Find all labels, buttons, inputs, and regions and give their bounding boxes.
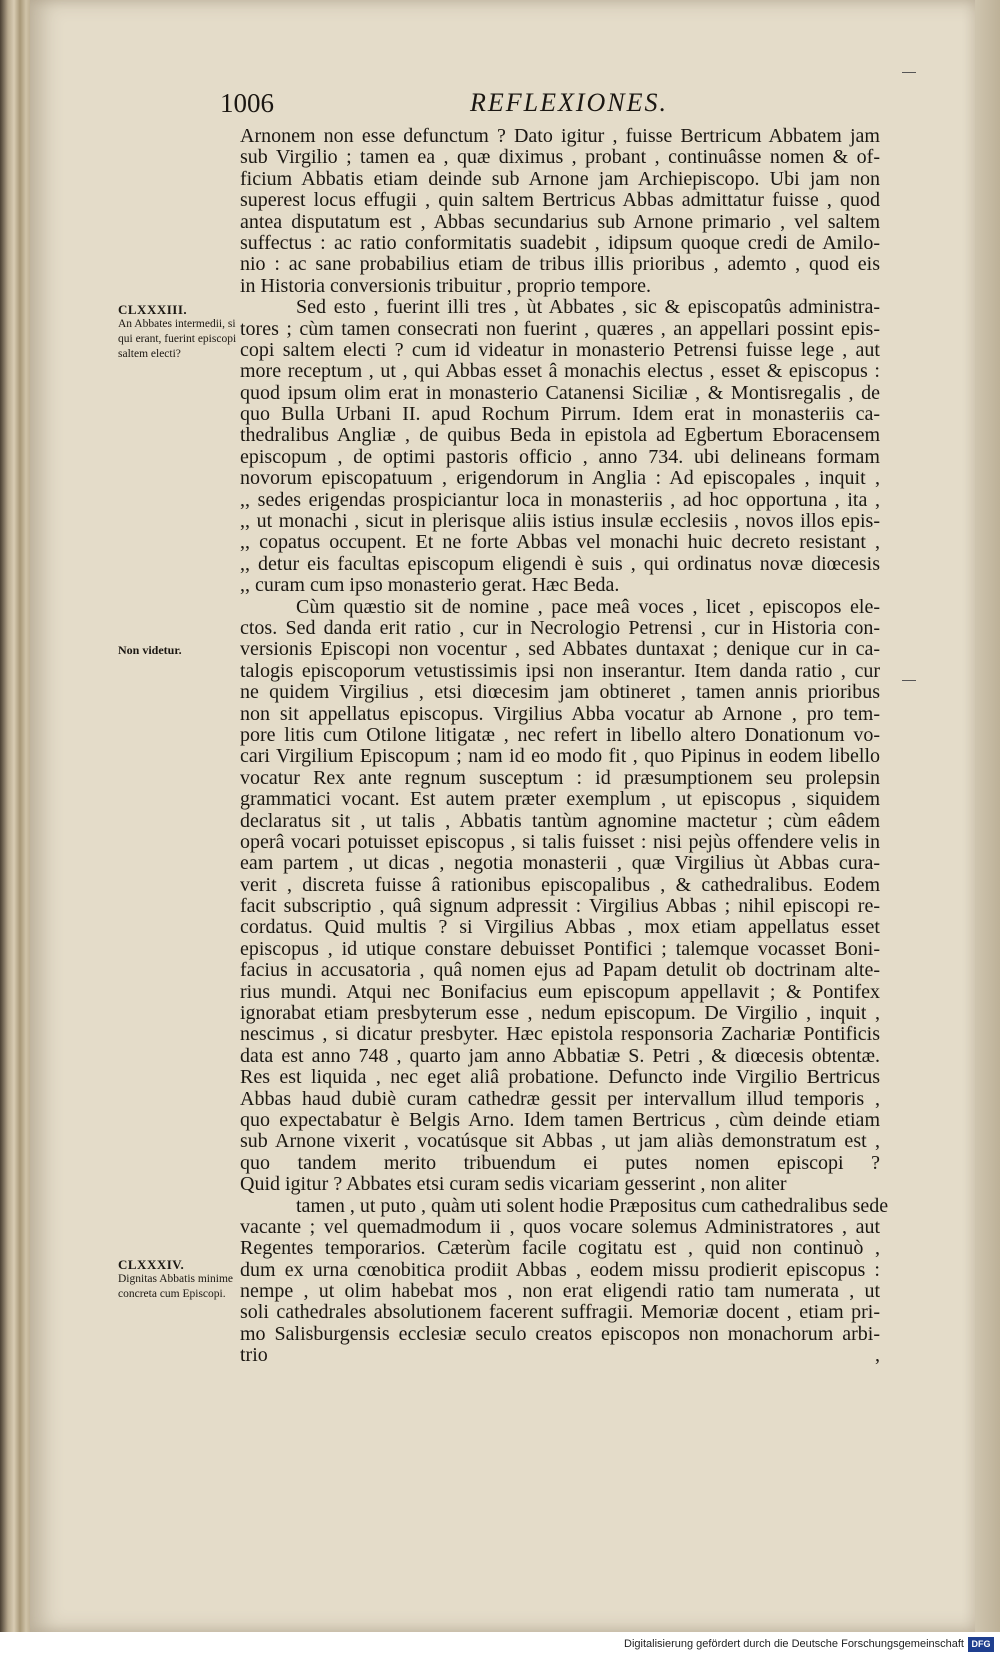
text-line: episcopum , de optimi pastoris officio , anno 734. ubi delineans formam bbox=[240, 445, 880, 468]
text-line: Res est liquida , nec eget aliâ probatione. Defuncto inde Virgilio Bertricus bbox=[240, 1066, 880, 1089]
text-line: facit subscriptio , quâ signum adpressit : Virgilius Abbas ; nihil episcopi re- bbox=[240, 895, 880, 918]
margin-note-text: Non videtur. bbox=[118, 643, 182, 657]
text-line: quo expectabatur è Belgis Arno. Idem tamen Bertricus , cùm deinde etiam bbox=[240, 1108, 880, 1131]
book-page-edges bbox=[0, 0, 30, 1657]
text-line: Sed esto , fuerint illi tres , ùt Abbates , sic & episcopatûs administra- bbox=[296, 296, 880, 319]
text-line: superest locus effugii , quin saltem Bertricus Abbas admittatur fuisse , quod bbox=[240, 189, 880, 212]
text-line: pore litis cum Otilone litigatæ , nec refert in libello altero Donationum vo- bbox=[240, 723, 880, 746]
text-line: suffectus : ac ratio conformitatis suadebit , idipsum quoque credi de Amilo- bbox=[240, 231, 880, 254]
text-line: vocatur Rex ante regnum susceptum : id præsumptionem seu prolepsin bbox=[240, 766, 880, 789]
page-mark bbox=[902, 680, 916, 681]
text-line: eam partem , ut dicas , negotia monasterii , quæ Virgilius ùt Abbas cura- bbox=[240, 852, 880, 875]
text-line: declaratus sit , ut talis , Abbatis tantùm agnomine mactetur ; cùm eâdem bbox=[240, 809, 880, 832]
text-line: ignorabat etiam presbyterum esse , nedum episcopum. De Virgilio , inquit , bbox=[240, 1002, 880, 1025]
margin-note-non-videtur bbox=[118, 643, 238, 659]
text-line: episcopus , id utique constare debuisset Pontifici ; talemque vocasset Boni- bbox=[240, 937, 880, 960]
text-line: Cùm quæstio sit de nomine , pace meâ voces , licet , episcopos ele- bbox=[296, 595, 880, 618]
text-line: antea disputatum est , Abbas secundarius sub Arnone primario , vel saltem bbox=[240, 210, 880, 233]
text-line: ,, sedes erigendas prospiciantur loca in monasteriis , ad hoc opportuna , ita , bbox=[240, 488, 880, 511]
text-line: nio : ac sane probabilius etiam de tribus illis prioribus , ademto , quod eis bbox=[240, 253, 880, 276]
text-line: cordatus. Quid multis ? si Virgilius Abbas , mox etiam appellatus esset bbox=[240, 916, 880, 939]
page-mark bbox=[902, 72, 916, 73]
catchword bbox=[240, 1367, 880, 1388]
text-line: ctos. Sed danda erit ratio , cur in Necrologio Petrensi , cur in Historia con- bbox=[240, 616, 880, 639]
text-line: ,, detur eis facultas episcopum eligendi è suis , qui ordinatus novæ diœcesis bbox=[240, 552, 880, 575]
text-line: ,, copatus occupent. Et ne forte Abbas vel monachi huic decreto resistant , bbox=[240, 531, 880, 554]
text-line: thedralibus Angliæ , de quibus Beda in epistola ad Egbertum Eboracensem bbox=[240, 424, 880, 447]
body-text bbox=[240, 125, 889, 1388]
book-page bbox=[30, 0, 975, 1632]
text-line: quo tandem merito tribuendum ei putes nomen episcopi ? bbox=[240, 1151, 880, 1174]
text-line: cari Virgilium Episcopum ; nam id eo modo fit , quo Pipinus in eodem libello bbox=[240, 745, 880, 768]
text-line: facius in accusatoria , quâ nomen ejus ad Papam detulit ob doctrinam alte- bbox=[240, 959, 880, 982]
text-line: tamen , ut puto , quàm uti solent hodie Præpositus cum cathedralibus sede bbox=[296, 1194, 889, 1217]
scan-margin bbox=[975, 0, 1000, 1632]
text-line: quod ipsum olim erat in monasterio Catanensi Siciliæ , & Montisregalis , de bbox=[240, 381, 880, 404]
text-line: ,, curam cum ipso monasterio gerat. Hæc Beda. bbox=[240, 574, 620, 597]
text-line: ,, ut monachi , sicut in plerisque aliis istius insulæ ecclesiis , novos illos epis- bbox=[240, 510, 880, 533]
text-line: copi saltem electi ? cum id videatur in monasterio Petrensi fuisse lege , aut bbox=[240, 338, 880, 361]
text-line: non sit appellatus episcopus. Virgilius Abba vocatur ab Arnone , pro tem- bbox=[240, 702, 880, 725]
text-line: Abbas haud dubiè curam cathedræ gessit per intervallum illud temporis , bbox=[240, 1087, 880, 1110]
text-line: verit , discreta fuisse â rationibus episcopalibus , & cathedralibus. Eodem bbox=[240, 873, 880, 896]
section-number: CLXXXIII. bbox=[118, 302, 188, 317]
text-line: mo Salisburgensis ecclesiæ seculo creatos episcopos non monachorum arbi- bbox=[240, 1322, 880, 1345]
digitization-footer bbox=[0, 1632, 1000, 1657]
text-line: rius mundi. Atqui nec Bonifacius eum episcopum appellavit ; & Pontifex bbox=[240, 980, 880, 1003]
text-line: Regentes temporarios. Cæterùm facile cogitatu est , quid non continuò , bbox=[240, 1237, 880, 1260]
text-line: operâ vocari potuisset episcopus , si talis fuisset : nisi pejùs offendere velis in bbox=[240, 830, 880, 853]
text-line: ne quidem Virgilius , etsi diœcesim jam obtineret , tamen annis prioribus bbox=[240, 681, 880, 704]
margin-note-text: Dignitas Abbatis minime concreta cum Episcopi. bbox=[118, 1273, 233, 1300]
dfg-logo-icon: DFG bbox=[968, 1637, 994, 1652]
text-line: nempe , ut olim habebat mos , non erat eligendi ratio tam numerata , ut bbox=[240, 1280, 880, 1303]
text-line: dum ex urna cœnobitica prodiit Abbas , eodem missu prodierit episcopus : bbox=[240, 1258, 880, 1281]
text-line: vacante ; vel quemadmodum ii , quos vocare solemus Administratores , aut bbox=[240, 1215, 880, 1238]
text-line: tores ; cùm tamen consecrati non fuerint , quæres , an appellari possint epis- bbox=[240, 317, 880, 340]
text-line: more receptum , ut , qui Abbas esset â monachis electus , esset & episcopus : bbox=[240, 360, 880, 383]
page-number: 1006 bbox=[220, 88, 274, 118]
text-line: sub Arnone vixerit , vocatúsque sit Abbas , ut jam aliàs demonstratum est , bbox=[240, 1130, 880, 1153]
text-line: soli cathedrales absolutionem facerent suffragii. Memoriæ docent , etiam pri- bbox=[240, 1301, 880, 1324]
text-line: in Historia conversionis tribuitur , proprio tempore. bbox=[240, 274, 652, 297]
margin-note-clxxxiii bbox=[118, 302, 238, 362]
text-line: trio , bbox=[240, 1344, 880, 1367]
text-line: nescimus , si dicatur presbyter. Hæc epistola responsoria Zachariæ Pontificis bbox=[240, 1023, 880, 1046]
text-line: data est anno 748 , quarto jam anno Abbatiæ S. Petri , & diœcesis obtentæ. bbox=[240, 1044, 880, 1067]
text-line: Quid igitur ? Abbates etsi curam sedis vicariam gesserint , non aliter bbox=[240, 1173, 787, 1196]
text-line: versionis Episcopi non vocentur , sed Abbates duntaxat ; denique cur in ca- bbox=[240, 638, 880, 661]
margin-note-clxxxiv bbox=[118, 1257, 238, 1302]
page-header bbox=[30, 88, 975, 122]
text-line: sub Virgilio ; tamen ea , quæ diximus , probant , continuâsse nomen & of- bbox=[240, 146, 880, 169]
text-line: Arnonem non esse defunctum ? Dato igitur , fuisse Bertricum Abbatem jam bbox=[240, 125, 880, 147]
funding-notice: Digitalisierung gefördert durch die Deutsche Forschungsgemeinschaft bbox=[624, 1638, 964, 1650]
text-line: novorum episcopatuum , erigendorum in Anglia : Ad episcopales , inquit , bbox=[240, 467, 880, 490]
text-line: talogis episcoporum vetustissimis ipsi non inserantur. Item danda ratio , cur bbox=[240, 659, 880, 682]
running-title: REFLEXIONES. bbox=[470, 88, 669, 117]
text-line: ficium Abbatis etiam deinde sub Arnone jam Archiepiscopo. Ubi jam non bbox=[240, 167, 880, 190]
text-line: quo Bulla Urbani II. apud Rochum Pirrum. Idem erat in monasteriis ca- bbox=[240, 403, 880, 426]
text-line: grammatici vocant. Est autem præter exemplum , ut episcopus , siquidem bbox=[240, 788, 880, 811]
section-number: CLXXXIV. bbox=[118, 1257, 185, 1272]
margin-note-text: An Abbates intermedii, si qui erant, fuerint episcopi saltem electi? bbox=[118, 318, 237, 360]
